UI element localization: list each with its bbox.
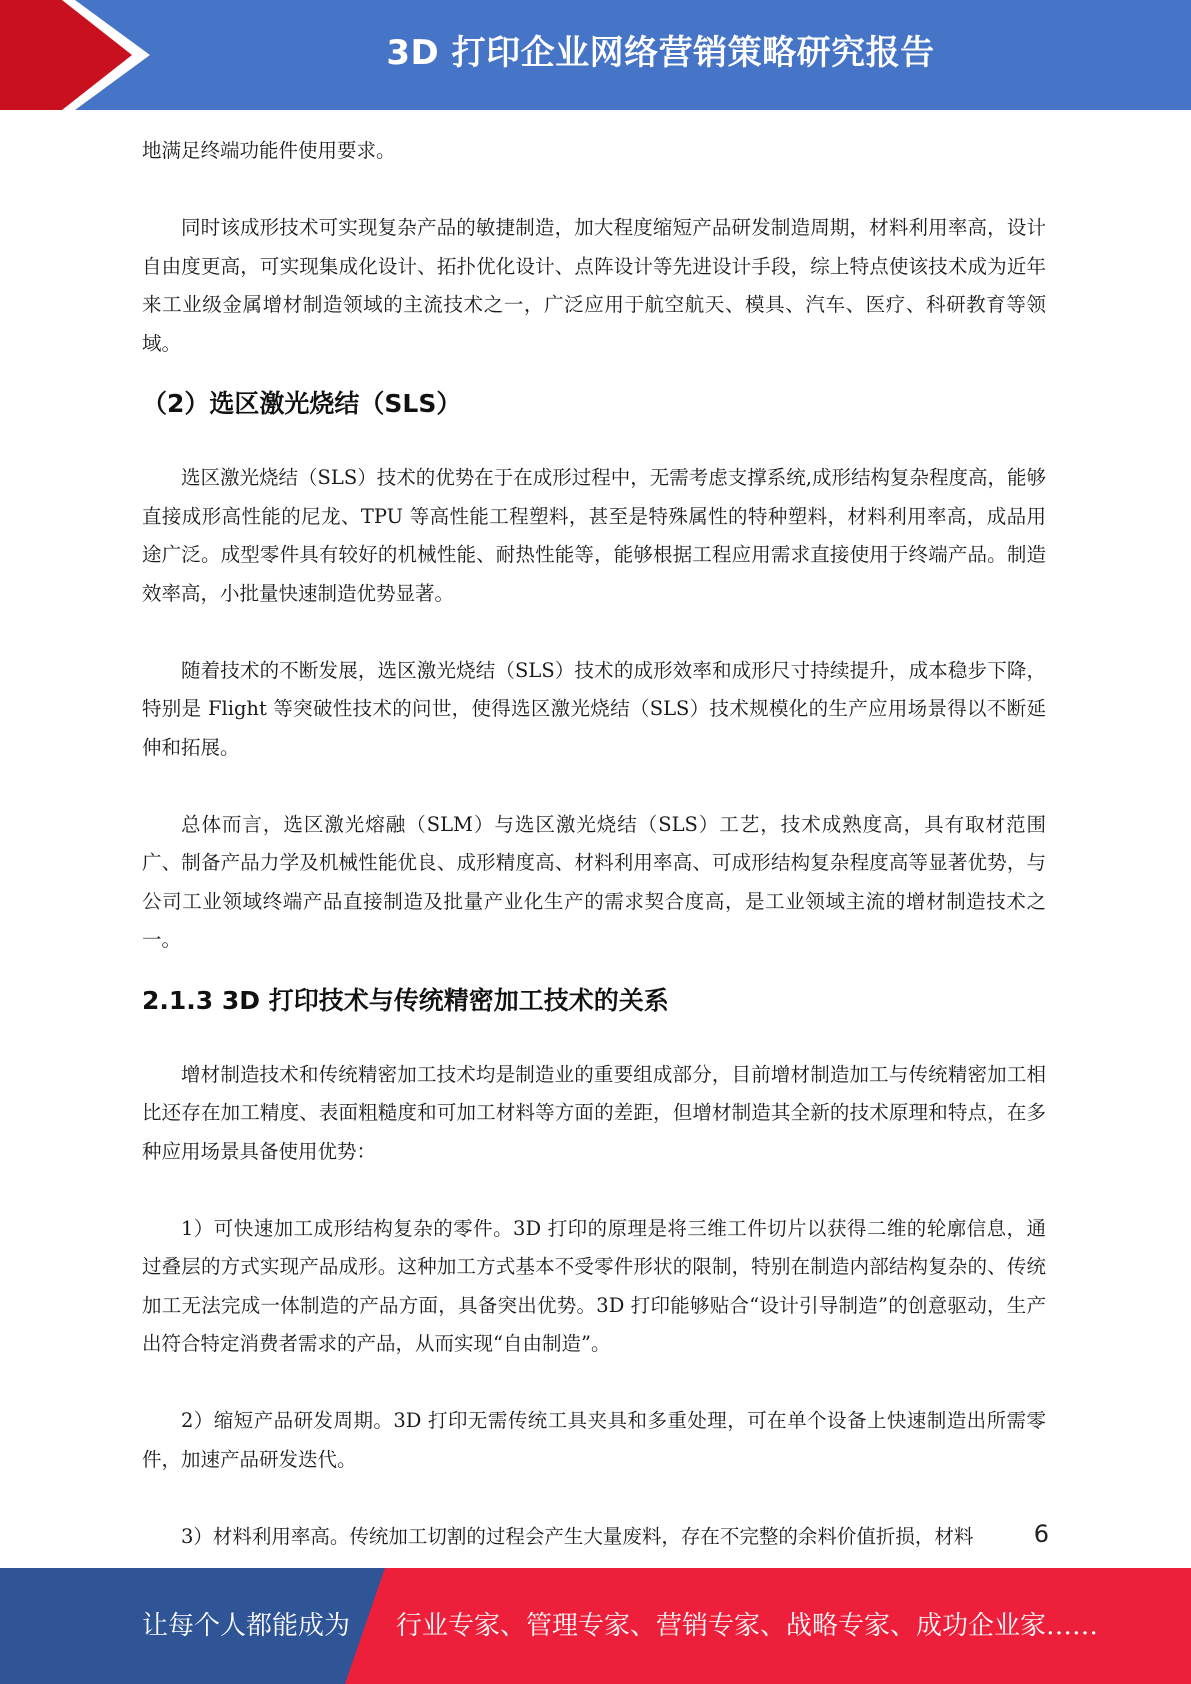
header-banner	[0, 0, 1191, 110]
document-body	[142, 132, 1046, 1556]
section-heading-2-1-3: 2.1.3 3D 打印技术与传统精密加工技术的关系	[142, 985, 669, 1015]
page-number: 6	[1033, 1520, 1049, 1548]
paragraph: 选区激光烧结（SLS）技术的优势在于在成形过程中，无需考虑支撑系统,成形结构复杂程度高，能够直接成形高性能的尼龙、TPU 等高性能工程塑料，甚至是特殊属性的特种塑料，材料利用率高，成品用途广泛。成型零件具有较好的机械性能、耐热性能等，能够根据工程应用需求直接使用于终端产品。制造效率高，小批量快速制造优势显著。	[142, 466, 1046, 605]
paragraph: 总体而言，选区激光熔融（SLM）与选区激光烧结（SLS）工艺，技术成熟度高，具有取材范围广、制备产品力学及机械性能优良、成形精度高、材料利用率高、可成形结构复杂程度高等显著优势，与公司工业领域终端产品直接制造及批量产业化生产的需求契合度高，是工业领域主流的增材制造技术之一。	[142, 812, 1046, 951]
paragraph: 增材制造技术和传统精密加工技术均是制造业的重要组成部分，目前增材制造加工与传统精密加工相比还存在加工精度、表面粗糙度和可加工材料等方面的差距，但增材制造其全新的技术原理和特点，在多种应用场景具备使用优势：	[142, 1062, 1046, 1163]
footer-slogan-left: 让每个人都能成为	[142, 1611, 351, 1641]
paragraph: 同时该成形技术可实现复杂产品的敏捷制造，加大程度缩短产品研发制造周期，材料利用率高，设计自由度更高，可实现集成化设计、拓扑优化设计、点阵设计等先进设计手段，综上特点使该技术成为近年来工业级金属增材制造领域的主流技术之一，广泛应用于航空航天、模具、汽车、医疗、科研教育等领域。	[142, 216, 1046, 355]
paragraph: 2）缩短产品研发周期。3D 打印无需传统工具夹具和多重处理，可在单个设备上快速制造出所需零件，加速产品研发迭代。	[142, 1409, 1046, 1471]
paragraph: 随着技术的不断发展，选区激光烧结（SLS）技术的成形效率和成形尺寸持续提升，成本稳步下降，特别是 Flight 等突破性技术的问世，使得选区激光烧结（SLS）技术规模化的生产应用场景得以不断延伸和拓展。	[142, 658, 1046, 759]
report-title: 3D 打印企业网络营销策略研究报告	[386, 33, 935, 73]
section-heading-sls: （2）选区激光烧结（SLS）	[142, 389, 462, 418]
paragraph: 1）可快速加工成形结构复杂的零件。3D 打印的原理是将三维工件切片以获得二维的轮廓信息，通过叠层的方式实现产品成形。这种加工方式基本不受零件形状的限制，特别在制造内部结构复杂的、传统加工无法完成一体制造的产品方面，具备突出优势。3D 打印能够贴合“设计引导制造”的创意驱动，生产出符合特定消费者需求的产品，从而实现“自由制造”。	[142, 1216, 1046, 1355]
paragraph-continuation: 地满足终端功能件使用要求。	[142, 139, 396, 162]
footer-slogan-right: 行业专家、管理专家、营销专家、战略专家、成功企业家……	[396, 1611, 1099, 1641]
paragraph: 3）材料利用率高。传统加工切割的过程会产生大量废料，存在不完整的余料价值折损，材料	[181, 1524, 974, 1548]
footer-banner	[0, 1568, 1191, 1684]
